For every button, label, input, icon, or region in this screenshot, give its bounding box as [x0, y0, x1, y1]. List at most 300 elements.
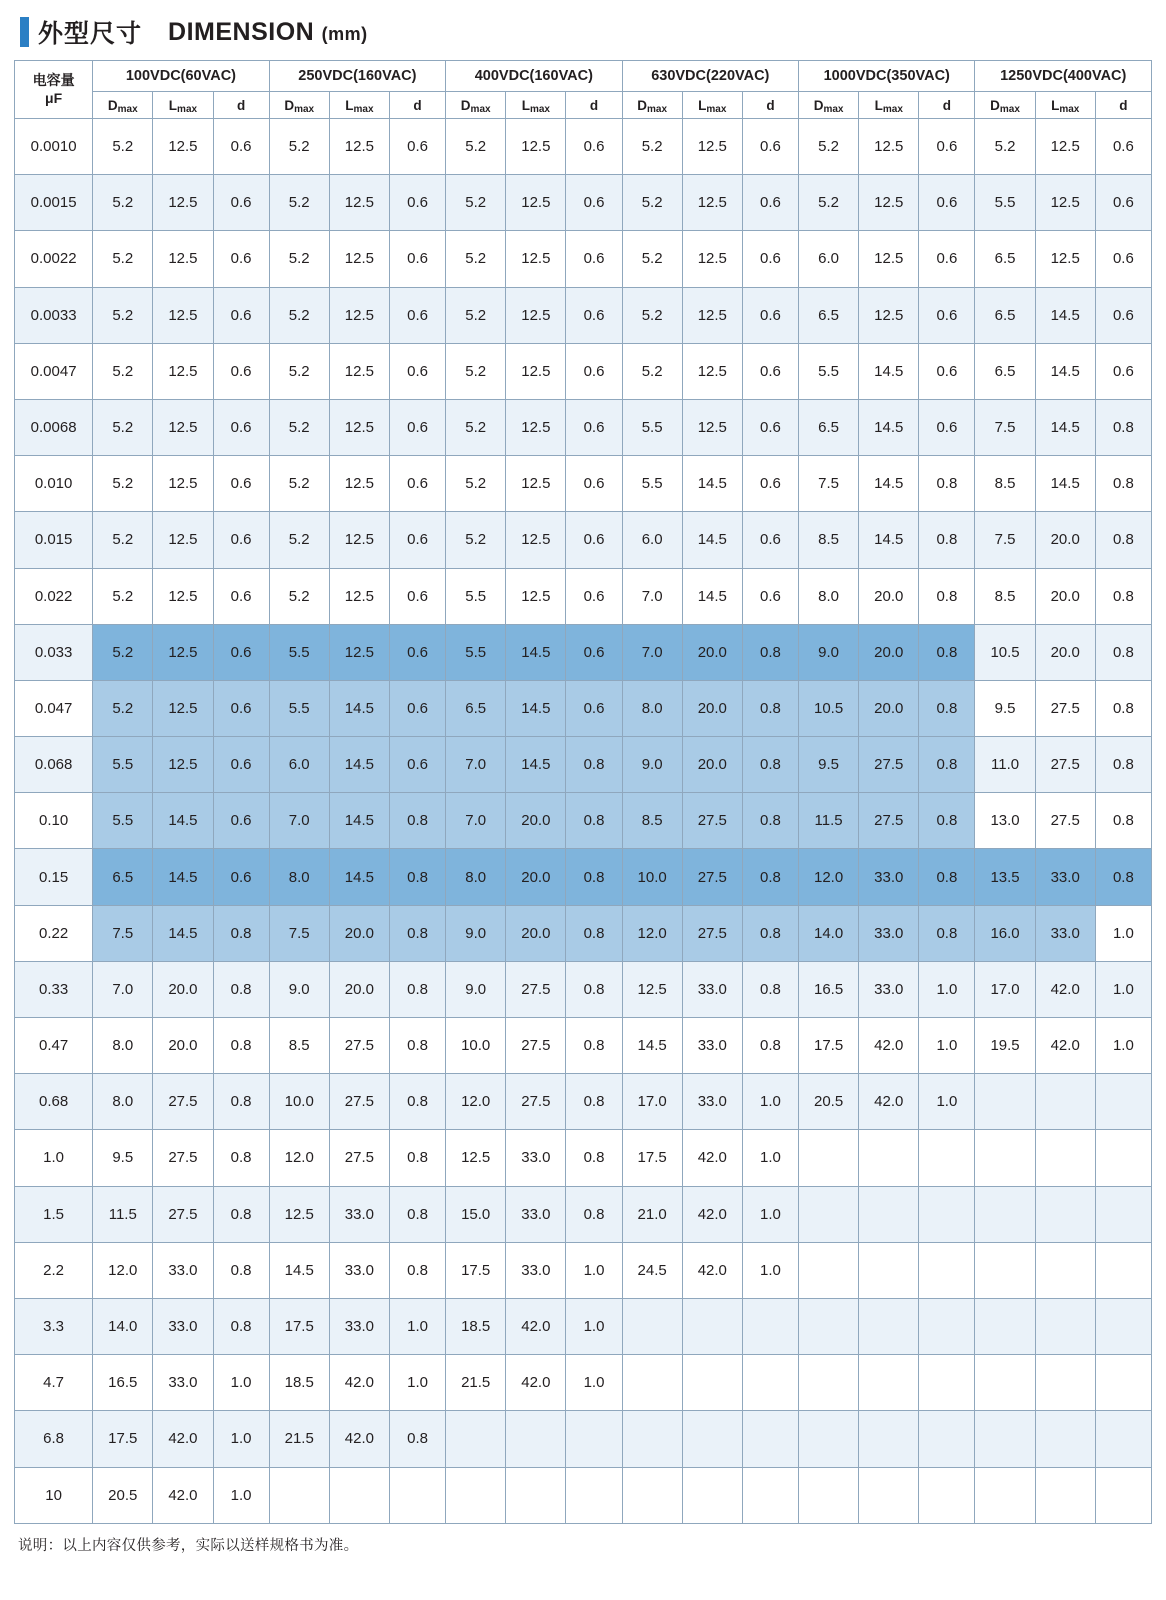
cell-value: 5.2	[622, 231, 682, 287]
cell-value	[1035, 1467, 1095, 1523]
cell-value	[919, 1411, 975, 1467]
cell-value: 0.6	[389, 119, 445, 175]
cell-value: 5.2	[269, 287, 329, 343]
cell-value: 17.0	[622, 1074, 682, 1130]
cell-value: 20.0	[329, 905, 389, 961]
cell-value: 33.0	[153, 1242, 213, 1298]
cell-value: 10.0	[446, 1018, 506, 1074]
cell-capacitance: 0.0010	[15, 119, 93, 175]
cell-value: 0.6	[213, 456, 269, 512]
cell-value: 20.0	[329, 961, 389, 1017]
cell-value: 7.5	[975, 512, 1035, 568]
cell-value: 0.6	[389, 287, 445, 343]
dimension-table	[14, 60, 1152, 1524]
cell-value: 1.0	[742, 1242, 798, 1298]
sub-header-d-5: d	[1095, 92, 1151, 119]
cell-value: 0.6	[389, 680, 445, 736]
cell-value: 0.6	[213, 343, 269, 399]
sub-header-dmax-0: $D_{max}$	[93, 92, 153, 119]
cell-value: 27.5	[1035, 680, 1095, 736]
cell-value: 8.0	[93, 1018, 153, 1074]
cell-value: 33.0	[506, 1242, 566, 1298]
cell-value: 16.5	[93, 1355, 153, 1411]
cell-value: 14.5	[506, 680, 566, 736]
cell-value: 1.0	[213, 1355, 269, 1411]
cell-value: 5.2	[93, 175, 153, 231]
cell-value	[622, 1467, 682, 1523]
cell-value: 5.2	[269, 456, 329, 512]
cell-value: 42.0	[329, 1411, 389, 1467]
sub-header-d-0: d	[213, 92, 269, 119]
cell-value: 0.6	[566, 175, 622, 231]
cell-value: 0.8	[742, 793, 798, 849]
section-header	[14, 10, 1152, 54]
cell-value: 27.5	[682, 849, 742, 905]
cell-value	[1095, 1467, 1151, 1523]
cell-value	[1095, 1186, 1151, 1242]
cell-value: 12.5	[506, 287, 566, 343]
cell-value	[799, 1186, 859, 1242]
cell-value	[682, 1467, 742, 1523]
cell-value: 0.6	[919, 287, 975, 343]
table-row	[15, 343, 1152, 399]
cell-value: 24.5	[622, 1242, 682, 1298]
cell-value: 6.0	[799, 231, 859, 287]
cell-value	[859, 1355, 919, 1411]
cell-value: 27.5	[506, 1018, 566, 1074]
cell-value: 12.5	[153, 119, 213, 175]
cell-value	[919, 1355, 975, 1411]
cell-value: 27.5	[859, 737, 919, 793]
cell-value: 17.5	[799, 1018, 859, 1074]
cell-capacitance: 0.10	[15, 793, 93, 849]
cell-value: 14.5	[1035, 456, 1095, 512]
cell-value: 0.8	[389, 1130, 445, 1186]
cell-capacitance: 6.8	[15, 1411, 93, 1467]
cell-value: 12.5	[1035, 119, 1095, 175]
cell-value	[742, 1355, 798, 1411]
cell-value: 0.6	[389, 343, 445, 399]
cell-value: 0.6	[566, 680, 622, 736]
cell-value: 14.5	[329, 737, 389, 793]
cell-capacitance: 10	[15, 1467, 93, 1523]
cell-value: 14.5	[859, 343, 919, 399]
cell-value	[859, 1411, 919, 1467]
cell-value: 12.5	[153, 287, 213, 343]
cell-value: 12.5	[153, 624, 213, 680]
cell-value: 12.5	[682, 175, 742, 231]
cell-value: 21.5	[446, 1355, 506, 1411]
sub-header-dmax-1: $D_{max}$	[269, 92, 329, 119]
cell-value: 5.2	[93, 512, 153, 568]
cell-value: 5.2	[446, 399, 506, 455]
cell-value: 7.0	[446, 737, 506, 793]
cell-value: 7.0	[269, 793, 329, 849]
cell-value: 1.0	[566, 1242, 622, 1298]
cell-value: 11.5	[93, 1186, 153, 1242]
cell-value: 0.8	[1095, 456, 1151, 512]
cell-value: 0.6	[919, 119, 975, 175]
sub-header-lmax-2: $L_{max}$	[506, 92, 566, 119]
cell-value: 0.8	[389, 905, 445, 961]
cell-value: 1.0	[919, 1018, 975, 1074]
cell-value	[975, 1411, 1035, 1467]
cell-value: 33.0	[329, 1298, 389, 1354]
cell-value: 5.2	[269, 568, 329, 624]
cell-value: 5.5	[93, 793, 153, 849]
cell-value: 6.5	[446, 680, 506, 736]
cell-value: 17.5	[269, 1298, 329, 1354]
cell-value: 0.6	[742, 119, 798, 175]
cell-value: 0.6	[389, 624, 445, 680]
cell-value: 6.0	[622, 512, 682, 568]
sub-header-dmax-5: $D_{max}$	[975, 92, 1035, 119]
table-row	[15, 175, 1152, 231]
cell-value: 1.0	[919, 1074, 975, 1130]
cell-value: 1.0	[742, 1186, 798, 1242]
cell-value: 12.5	[1035, 231, 1095, 287]
cell-value: 20.5	[93, 1467, 153, 1523]
table-head	[15, 61, 1152, 119]
cell-value: 0.8	[213, 1130, 269, 1186]
cell-value: 5.5	[269, 680, 329, 736]
cell-value: 0.6	[213, 624, 269, 680]
cell-value: 0.6	[919, 343, 975, 399]
accent-bar-icon	[20, 17, 29, 47]
cell-value: 12.5	[153, 231, 213, 287]
cell-capacitance: 2.2	[15, 1242, 93, 1298]
cell-value	[975, 1242, 1035, 1298]
cell-value: 0.8	[742, 624, 798, 680]
cell-value	[799, 1411, 859, 1467]
cell-value: 42.0	[506, 1355, 566, 1411]
cell-value: 5.2	[93, 119, 153, 175]
cell-value: 14.5	[269, 1242, 329, 1298]
cell-value: 9.0	[799, 624, 859, 680]
cell-value: 14.5	[153, 793, 213, 849]
cell-value: 0.6	[389, 231, 445, 287]
cell-value: 20.5	[799, 1074, 859, 1130]
cell-value: 1.0	[389, 1298, 445, 1354]
cell-value: 0.8	[566, 793, 622, 849]
cell-value: 20.0	[682, 680, 742, 736]
cell-value: 10.5	[799, 680, 859, 736]
table-row	[15, 905, 1152, 961]
cell-value: 0.6	[742, 456, 798, 512]
cell-value: 0.6	[566, 287, 622, 343]
cell-value: 12.5	[682, 399, 742, 455]
cell-value: 0.8	[1095, 793, 1151, 849]
cell-value: 8.5	[975, 456, 1035, 512]
cell-value: 5.2	[446, 175, 506, 231]
cell-value: 5.2	[93, 680, 153, 736]
cell-capacitance: 0.015	[15, 512, 93, 568]
cell-value: 0.6	[213, 231, 269, 287]
cell-capacitance: 0.22	[15, 905, 93, 961]
table-row	[15, 793, 1152, 849]
cell-value: 5.2	[93, 231, 153, 287]
cell-value: 33.0	[329, 1242, 389, 1298]
cell-value: 20.0	[859, 568, 919, 624]
cell-value	[799, 1467, 859, 1523]
cell-value: 0.8	[919, 793, 975, 849]
cell-value: 8.0	[93, 1074, 153, 1130]
table-row	[15, 399, 1152, 455]
cell-value: 0.8	[213, 961, 269, 1017]
cell-value: 12.5	[682, 231, 742, 287]
table-row	[15, 961, 1152, 1017]
cell-value: 33.0	[682, 961, 742, 1017]
cell-value: 12.5	[329, 568, 389, 624]
cell-value	[269, 1467, 329, 1523]
cell-value	[622, 1411, 682, 1467]
cell-value: 12.5	[153, 399, 213, 455]
section-title-en-text: DIMENSION	[168, 17, 315, 46]
cell-value: 6.5	[975, 287, 1035, 343]
sub-header-lmax-5: $L_{max}$	[1035, 92, 1095, 119]
cell-value	[742, 1467, 798, 1523]
cell-value: 0.6	[566, 456, 622, 512]
cell-value: 5.2	[93, 624, 153, 680]
cell-value: 42.0	[153, 1411, 213, 1467]
cell-value: 42.0	[859, 1018, 919, 1074]
cell-value	[1095, 1298, 1151, 1354]
cell-value: 5.2	[975, 119, 1035, 175]
cell-value: 0.8	[742, 961, 798, 1017]
cell-value: 1.0	[1095, 905, 1151, 961]
cell-value: 0.8	[742, 680, 798, 736]
cell-value: 7.0	[622, 624, 682, 680]
cell-value: 11.5	[799, 793, 859, 849]
cell-value: 9.5	[975, 680, 1035, 736]
cell-value: 0.8	[566, 1074, 622, 1130]
cell-value: 5.2	[269, 512, 329, 568]
cell-value: 14.5	[1035, 287, 1095, 343]
cell-value: 12.0	[622, 905, 682, 961]
cell-value: 0.6	[742, 512, 798, 568]
cell-value: 33.0	[1035, 849, 1095, 905]
section-title-en	[168, 18, 368, 47]
cell-capacitance: 0.0015	[15, 175, 93, 231]
cell-capacitance: 0.47	[15, 1018, 93, 1074]
capacitance-header-line1: 电容量	[32, 72, 75, 88]
cell-capacitance: 0.0068	[15, 399, 93, 455]
cell-value: 14.5	[506, 737, 566, 793]
cell-value	[919, 1186, 975, 1242]
cell-value	[919, 1242, 975, 1298]
sub-header-dmax-2: $D_{max}$	[446, 92, 506, 119]
cell-value: 5.5	[93, 737, 153, 793]
cell-value: 14.5	[1035, 399, 1095, 455]
cell-value: 0.6	[213, 175, 269, 231]
sub-header-lmax-0: $L_{max}$	[153, 92, 213, 119]
cell-capacitance: 0.068	[15, 737, 93, 793]
cell-value: 0.8	[566, 1018, 622, 1074]
cell-value	[389, 1467, 445, 1523]
cell-value: 14.5	[622, 1018, 682, 1074]
cell-capacitance: 0.033	[15, 624, 93, 680]
cell-value: 14.5	[329, 680, 389, 736]
table-row	[15, 849, 1152, 905]
table-row	[15, 1298, 1152, 1354]
sub-header-d-4: d	[919, 92, 975, 119]
cell-value: 21.0	[622, 1186, 682, 1242]
cell-value: 10.0	[269, 1074, 329, 1130]
cell-value: 14.5	[153, 849, 213, 905]
cell-value: 18.5	[269, 1355, 329, 1411]
cell-value: 13.5	[975, 849, 1035, 905]
cell-value: 0.6	[742, 287, 798, 343]
cell-value: 0.6	[389, 512, 445, 568]
cell-value: 12.5	[1035, 175, 1095, 231]
cell-capacitance: 0.0047	[15, 343, 93, 399]
cell-value: 8.0	[269, 849, 329, 905]
cell-value: 8.5	[975, 568, 1035, 624]
cell-value	[506, 1411, 566, 1467]
cell-value: 20.0	[682, 624, 742, 680]
cell-value: 12.0	[93, 1242, 153, 1298]
sub-header-d-3: d	[742, 92, 798, 119]
cell-value: 12.5	[506, 568, 566, 624]
cell-capacitance: 0.15	[15, 849, 93, 905]
cell-value: 8.0	[622, 680, 682, 736]
cell-value: 14.5	[859, 399, 919, 455]
cell-value: 7.5	[975, 399, 1035, 455]
capacitance-header	[15, 61, 93, 119]
sub-header-lmax-1: $L_{max}$	[329, 92, 389, 119]
cell-value: 0.8	[919, 624, 975, 680]
table-row	[15, 1411, 1152, 1467]
cell-value: 17.5	[93, 1411, 153, 1467]
cell-value: 5.2	[446, 512, 506, 568]
cell-value: 27.5	[506, 1074, 566, 1130]
cell-value: 0.6	[919, 175, 975, 231]
cell-value	[622, 1355, 682, 1411]
cell-value: 0.8	[919, 456, 975, 512]
cell-value	[799, 1355, 859, 1411]
cell-value: 7.5	[93, 905, 153, 961]
cell-value: 0.6	[213, 399, 269, 455]
cell-value: 12.5	[506, 119, 566, 175]
cell-value: 16.5	[799, 961, 859, 1017]
cell-value	[1035, 1130, 1095, 1186]
cell-value	[799, 1130, 859, 1186]
cell-value: 27.5	[329, 1074, 389, 1130]
cell-value: 33.0	[859, 961, 919, 1017]
cell-value: 14.5	[859, 512, 919, 568]
cell-value	[1035, 1186, 1095, 1242]
cell-value	[859, 1130, 919, 1186]
cell-value: 42.0	[153, 1467, 213, 1523]
cell-value: 0.6	[742, 399, 798, 455]
cell-value: 0.8	[1095, 680, 1151, 736]
table-row	[15, 680, 1152, 736]
cell-value	[566, 1467, 622, 1523]
cell-value: 14.5	[1035, 343, 1095, 399]
cell-value: 1.0	[1095, 1018, 1151, 1074]
sub-header-lmax-3: $L_{max}$	[682, 92, 742, 119]
sub-header-d-2: d	[566, 92, 622, 119]
cell-value: 5.5	[269, 624, 329, 680]
cell-value: 0.6	[213, 680, 269, 736]
cell-value	[975, 1130, 1035, 1186]
cell-capacitance: 0.047	[15, 680, 93, 736]
cell-value: 8.5	[269, 1018, 329, 1074]
cell-value: 12.5	[506, 343, 566, 399]
sub-header-dmax-4: $D_{max}$	[799, 92, 859, 119]
cell-value: 9.0	[446, 905, 506, 961]
cell-capacitance: 4.7	[15, 1355, 93, 1411]
cell-value: 0.6	[566, 568, 622, 624]
cell-value: 42.0	[682, 1186, 742, 1242]
table-row	[15, 1242, 1152, 1298]
cell-value: 9.0	[269, 961, 329, 1017]
cell-value: 20.0	[1035, 568, 1095, 624]
cell-value: 27.5	[329, 1018, 389, 1074]
table-row	[15, 624, 1152, 680]
cell-value	[1095, 1411, 1151, 1467]
cell-value: 27.5	[153, 1186, 213, 1242]
cell-capacitance: 1.0	[15, 1130, 93, 1186]
cell-value	[682, 1355, 742, 1411]
cell-value: 20.0	[682, 737, 742, 793]
cell-value: 7.5	[799, 456, 859, 512]
cell-value: 12.5	[329, 175, 389, 231]
cell-value: 0.8	[919, 905, 975, 961]
cell-value: 12.5	[859, 119, 919, 175]
cell-value: 0.6	[389, 568, 445, 624]
table-row	[15, 1018, 1152, 1074]
cell-value: 6.5	[799, 399, 859, 455]
cell-value: 5.2	[622, 287, 682, 343]
cell-value	[859, 1467, 919, 1523]
cell-value: 12.5	[153, 343, 213, 399]
cell-value: 5.2	[93, 399, 153, 455]
cell-value: 14.5	[506, 624, 566, 680]
cell-value: 27.5	[1035, 737, 1095, 793]
cell-value: 0.8	[389, 849, 445, 905]
cell-value: 27.5	[859, 793, 919, 849]
cell-value: 12.5	[269, 1186, 329, 1242]
cell-value: 5.5	[446, 624, 506, 680]
cell-value: 14.5	[859, 456, 919, 512]
table-row	[15, 1186, 1152, 1242]
cell-value: 14.5	[329, 793, 389, 849]
cell-value: 5.2	[269, 399, 329, 455]
cell-value: 16.0	[975, 905, 1035, 961]
cell-value: 9.5	[93, 1130, 153, 1186]
cell-value: 20.0	[859, 680, 919, 736]
cell-value: 0.8	[566, 1186, 622, 1242]
cell-value: 18.5	[446, 1298, 506, 1354]
cell-value: 12.0	[446, 1074, 506, 1130]
group-header-3: 630VDC(220VAC)	[622, 61, 798, 92]
cell-value: 12.5	[329, 119, 389, 175]
cell-value	[1035, 1411, 1095, 1467]
cell-value	[975, 1355, 1035, 1411]
cell-value	[799, 1242, 859, 1298]
cell-value: 0.6	[566, 399, 622, 455]
table-row	[15, 1467, 1152, 1523]
cell-value: 1.0	[213, 1467, 269, 1523]
cell-value: 12.5	[153, 456, 213, 512]
cell-value	[859, 1242, 919, 1298]
cell-value: 0.8	[389, 961, 445, 1017]
cell-value: 0.6	[566, 624, 622, 680]
cell-value: 5.2	[446, 456, 506, 512]
group-header-5: 1250VDC(400VAC)	[975, 61, 1152, 92]
cell-value: 20.0	[153, 1018, 213, 1074]
